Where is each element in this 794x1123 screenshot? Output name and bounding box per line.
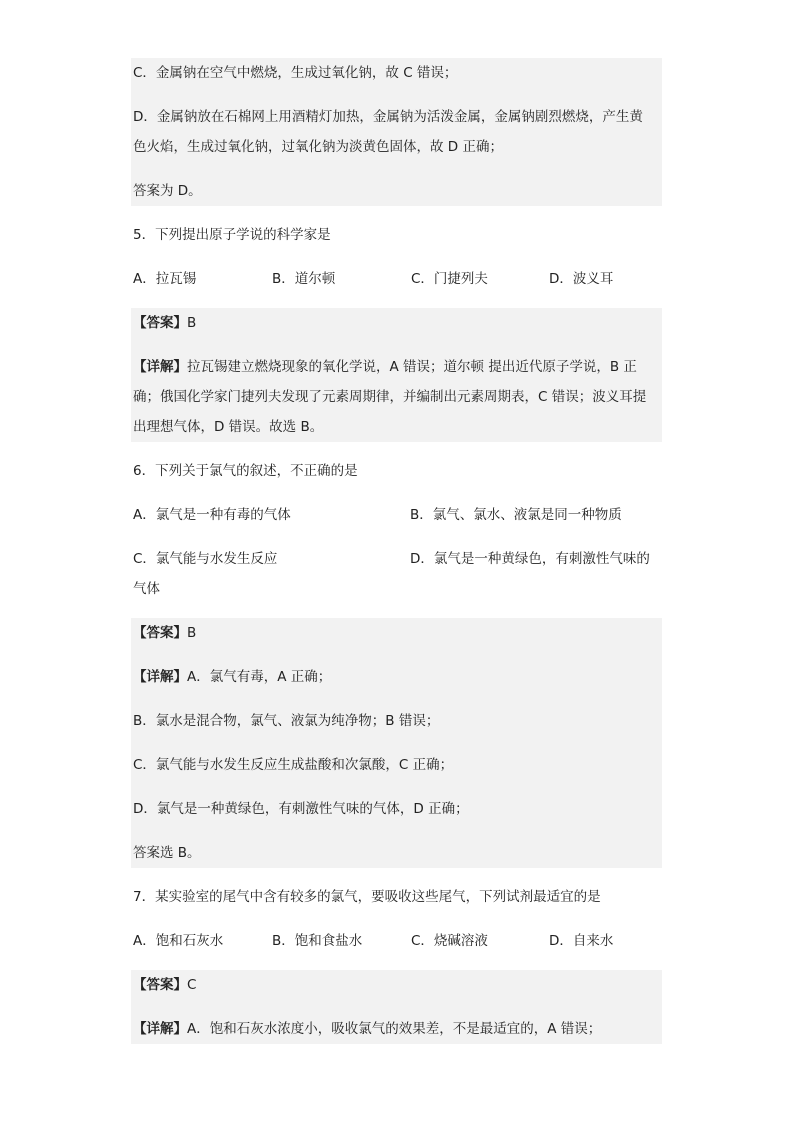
option-c: C．门捷列夫 [411, 271, 488, 287]
detail-tag: 【详解】 [133, 1021, 187, 1037]
question-6-stem: 6．下列关于氯气的叙述，不正确的是 [133, 463, 358, 479]
text-line: D．金属钠放在石棉网上用酒精灯加热，金属钠为活泼金属，金属钠剧烈燃烧，产生黄 [133, 109, 643, 125]
detail-line [131, 1014, 662, 1044]
answer-block-q6 [131, 618, 662, 868]
option-b: B．氯气、氯水、液氯是同一种物质 [410, 507, 622, 523]
option-b: B．道尔顿 [272, 271, 336, 287]
answer-value: C [187, 977, 197, 993]
question-7-options [131, 926, 662, 956]
answer-line [131, 970, 662, 1000]
question-5-stem: 5．下列提出原子学说的科学家是 [133, 227, 331, 243]
document-page [131, 58, 662, 1044]
question-6-options-row2 [131, 544, 662, 574]
detail-line [131, 662, 662, 692]
answer-line [131, 618, 662, 648]
detail-line: B．氯水是混合物，氯气、液氯为纯净物；B 错误； [133, 713, 440, 729]
detail-text: 拉瓦锡建立燃烧现象的氧化学说，A 错误；道尔顿 提出近代原子学说，B 正 [187, 359, 637, 375]
detail-line: 答案选 B。 [133, 845, 201, 861]
answer-block-q7 [131, 970, 662, 1044]
question-5-options [131, 264, 662, 294]
answer-value: B [187, 625, 197, 641]
detail-tag: 【详解】 [133, 669, 187, 685]
answer-block-q5 [131, 308, 662, 442]
option-d: D．自来水 [549, 933, 614, 949]
detail-line [131, 352, 662, 382]
detail-text: A．氯气有毒，A 正确； [187, 669, 332, 685]
detail-text: A．饱和石灰水浓度小，吸收氯气的效果差，不是最适宜的，A 错误； [187, 1021, 602, 1037]
question-7-stem: 7．某实验室的尾气中含有较多的氯气，要吸收这些尾气，下列试剂最适宜的是 [133, 889, 601, 905]
text-line: 答案为 D。 [133, 183, 202, 199]
answer-line [131, 308, 662, 338]
detail-line: D．氯气是一种黄绿色，有刺激性气味的气体，D 正确； [133, 801, 469, 817]
answer-tag: 【答案】 [133, 625, 187, 641]
option-d-wrap: 气体 [133, 581, 160, 597]
option-b: B．饱和食盐水 [272, 933, 363, 949]
answer-tag: 【答案】 [133, 315, 187, 331]
text-line: C．金属钠在空气中燃烧，生成过氧化钠，故 C 错误； [133, 65, 458, 81]
detail-tag: 【详解】 [133, 359, 187, 375]
option-a: A．拉瓦锡 [133, 271, 197, 287]
detail-line: 出理想气体，D 错误。故选 B。 [133, 419, 324, 435]
option-c: C．氯气能与水发生反应 [133, 551, 278, 567]
option-d: D．波义耳 [549, 271, 614, 287]
answer-tag: 【答案】 [133, 977, 187, 993]
question-6-options-row1 [131, 500, 662, 530]
option-c: C．烧碱溶液 [411, 933, 488, 949]
detail-line: 确；俄国化学家门捷列夫发现了元素周期律，并编制出元素周期表，C 错误；波义耳提 [133, 389, 647, 405]
detail-line: C．氯气能与水发生反应生成盐酸和次氯酸，C 正确； [133, 757, 454, 773]
option-a: A．氯气是一种有毒的气体 [133, 507, 291, 523]
answer-value: B [187, 315, 197, 331]
option-d: D．氯气是一种黄绿色，有刺激性气味的 [410, 551, 650, 567]
option-a: A．饱和石灰水 [133, 933, 224, 949]
text-line: 色火焰，生成过氧化钠，过氧化钠为淡黄色固体，故 D 正确； [133, 139, 503, 155]
answer-block-q4 [131, 58, 662, 206]
